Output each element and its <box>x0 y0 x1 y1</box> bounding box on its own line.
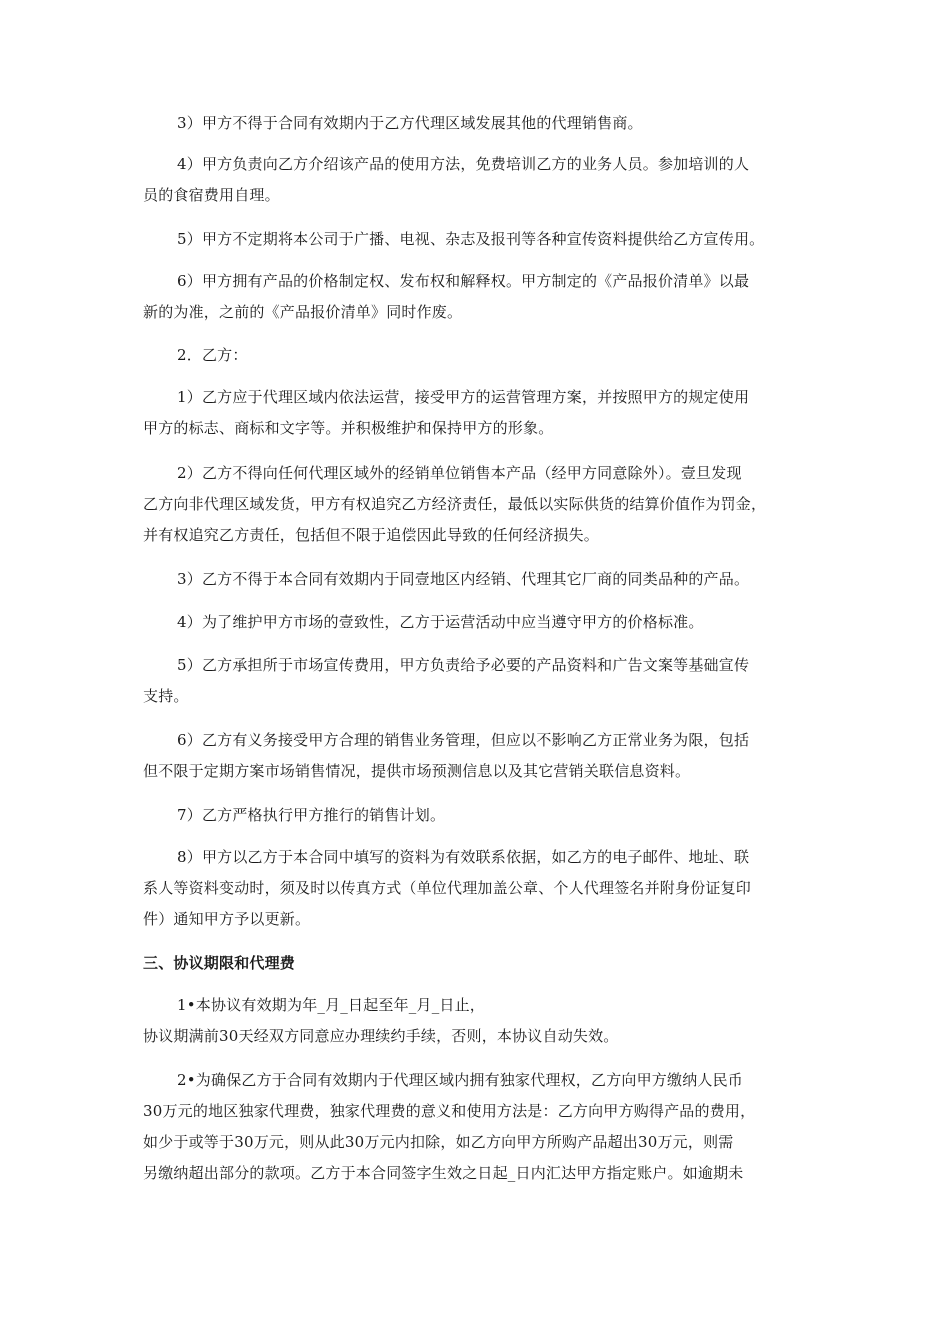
text-line: 3）乙方不得于本合同有效期内于同壹地区内经销、代理其它厂商的同类品种的产品。 <box>177 570 750 588</box>
clause-party-b-5 <box>143 650 813 712</box>
text-line: 1）乙方应于代理区域内依法运营，接受甲方的运营管理方案，并按照甲方的规定使用 <box>177 388 750 406</box>
text-line: 2）乙方不得向任何代理区域外的经销单位销售本产品（经甲方同意除外）。壹旦发现 <box>177 464 742 482</box>
text-line: 另缴纳超出部分的款项。乙方于本合同签字生效之日起_日内汇达甲方指定账户。如逾期未 <box>143 1164 744 1182</box>
clause-term-1 <box>143 990 813 1052</box>
text-line: 员的食宿费用自理。 <box>143 186 280 204</box>
text-line: 1•本协议有效期为年_月_日起至年_月_日止， <box>177 996 485 1014</box>
clause-party-b-2 <box>143 458 813 551</box>
clause-party-a-5 <box>143 224 813 255</box>
clause-term-2 <box>143 1065 813 1189</box>
text-line: 7）乙方严格执行甲方推行的销售计划。 <box>177 806 446 824</box>
clause-party-b-4 <box>143 607 813 638</box>
clause-party-a-3 <box>143 108 813 139</box>
clause-party-a-4 <box>143 149 813 211</box>
text-line: 6）乙方有义务接受甲方合理的销售业务管理，但应以不影响乙方正常业务为限，包括 <box>177 731 750 749</box>
clause-party-b-6 <box>143 725 813 787</box>
text-line: 支持。 <box>143 687 189 705</box>
text-line: 件）通知甲方予以更新。 <box>143 910 311 928</box>
text-line: 如少于或等于30万元，则从此30万元内扣除，如乙方向甲方所购产品超出30万元，则需 <box>143 1133 734 1151</box>
text-line: 4）甲方负责向乙方介绍该产品的使用方法，免费培训乙方的业务人员。参加培训的人 <box>177 155 750 173</box>
text-line: 甲方的标志、商标和文字等。并积极维护和保持甲方的形象。 <box>143 419 554 437</box>
clause-party-b-1 <box>143 382 813 444</box>
text-line: 乙方向非代理区域发货，甲方有权追究乙方经济责任，最低以实际供货的结算价值作为罚金， <box>143 495 767 513</box>
text-line: 但不限于定期方案市场销售情况，提供市场预测信息以及其它营销关联信息资料。 <box>143 762 691 780</box>
text-line: 系人等资料变动时，须及时以传真方式（单位代理加盖公章、个人代理签名并附身份证复印 <box>143 879 752 897</box>
section-party-b-heading <box>143 340 813 371</box>
text-line: 4）为了维护甲方市场的壹致性，乙方于运营活动中应当遵守甲方的价格标准。 <box>177 613 704 631</box>
clause-party-b-3 <box>143 564 813 595</box>
text-line: 5）乙方承担所于市场宣传费用，甲方负责给予必要的产品资料和广告文案等基础宣传 <box>177 656 750 674</box>
clause-party-b-8 <box>143 842 813 935</box>
text-line: 30万元的地区独家代理费，独家代理费的意义和使用方法是：乙方向甲方购得产品的费用， <box>143 1102 756 1120</box>
text-line: 8）甲方以乙方于本合同中填写的资料为有效联系依据，如乙方的电子邮件、地址、联 <box>177 848 750 866</box>
text-line: 并有权追究乙方责任，包括但不限于追偿因此导致的任何经济损失。 <box>143 526 600 544</box>
text-line: 2•为确保乙方于合同有效期内于代理区域内拥有独家代理权，乙方向甲方缴纳人民币 <box>177 1071 743 1089</box>
text-line: 2．乙方： <box>177 346 248 364</box>
text-line: 新的为准，之前的《产品报价清单》同时作废。 <box>143 303 463 321</box>
text-line: 6）甲方拥有产品的价格制定权、发布权和解释权。甲方制定的《产品报价清单》以最 <box>177 272 750 290</box>
section-heading-term-and-fee <box>143 948 813 979</box>
text-line: 三、协议期限和代理费 <box>143 954 296 972</box>
clause-party-a-6 <box>143 266 813 328</box>
text-line: 协议期满前30天经双方同意应办理续约手续，否则，本协议自动失效。 <box>143 1027 619 1045</box>
clause-party-b-7 <box>143 800 813 831</box>
text-line: 3）甲方不得于合同有效期内于乙方代理区域发展其他的代理销售商。 <box>177 114 643 132</box>
text-line: 5）甲方不定期将本公司于广播、电视、杂志及报刊等各种宣传资料提供给乙方宣传用。 <box>177 230 765 248</box>
